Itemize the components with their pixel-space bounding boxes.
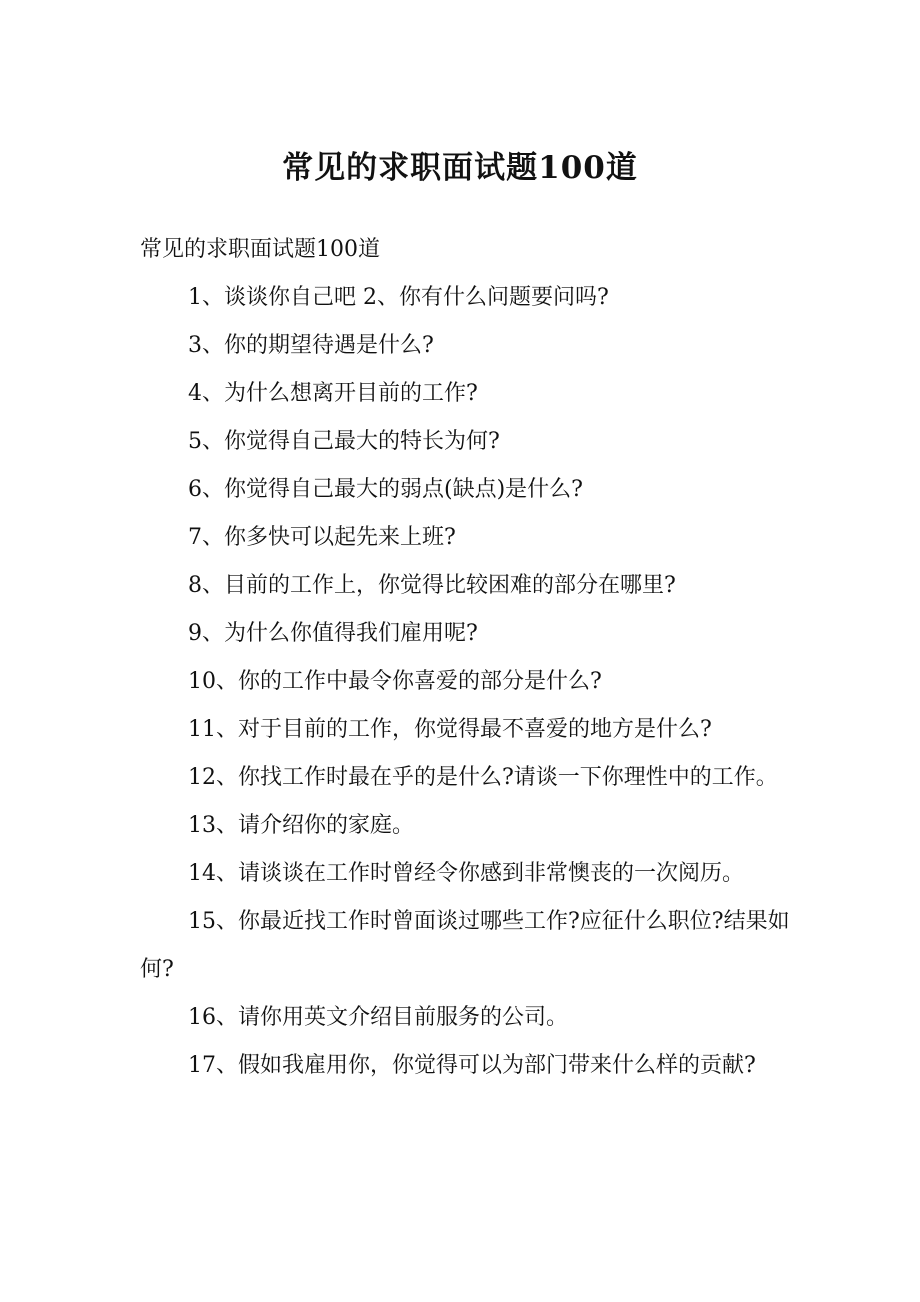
question-item: 6、你觉得自己最大的弱点(缺点)是什么? [188, 477, 583, 502]
question-item: 14、请谈谈在工作时曾经令你感到非常懊丧的一次阅历。 [188, 861, 744, 886]
question-item: 12、你找工作时最在乎的是什么?请谈一下你理性中的工作。 [188, 765, 778, 790]
question-item: 16、请你用英文介绍目前服务的公司。 [188, 1005, 568, 1030]
question-item: 1、谈谈你自己吧 2、你有什么问题要问吗? [188, 285, 609, 310]
question-item: 7、你多快可以起先来上班? [188, 525, 456, 550]
question-item: 15、你最近找工作时曾面谈过哪些工作?应征什么职位?结果如何? [140, 909, 790, 982]
question-item: 11、对于目前的工作，你觉得最不喜爱的地方是什么? [188, 717, 712, 742]
question-item: 8、目前的工作上，你觉得比较困难的部分在哪里? [188, 573, 676, 598]
document-body [140, 226, 790, 1090]
question-item: 9、为什么你值得我们雇用呢? [188, 621, 478, 646]
question-item: 10、你的工作中最令你喜爱的部分是什么? [188, 669, 602, 694]
question-item: 13、请介绍你的家庭。 [188, 813, 414, 838]
document-title: 常见的求职面试题100道 [282, 150, 638, 186]
question-item: 17、假如我雇用你，你觉得可以为部门带来什么样的贡献? [188, 1053, 756, 1078]
question-item: 4、为什么想离开目前的工作? [188, 381, 478, 406]
question-item: 3、你的期望待遇是什么? [188, 333, 434, 358]
document-subtitle: 常见的求职面试题100道 [140, 237, 380, 262]
question-item: 5、你觉得自己最大的特长为何? [188, 429, 500, 454]
